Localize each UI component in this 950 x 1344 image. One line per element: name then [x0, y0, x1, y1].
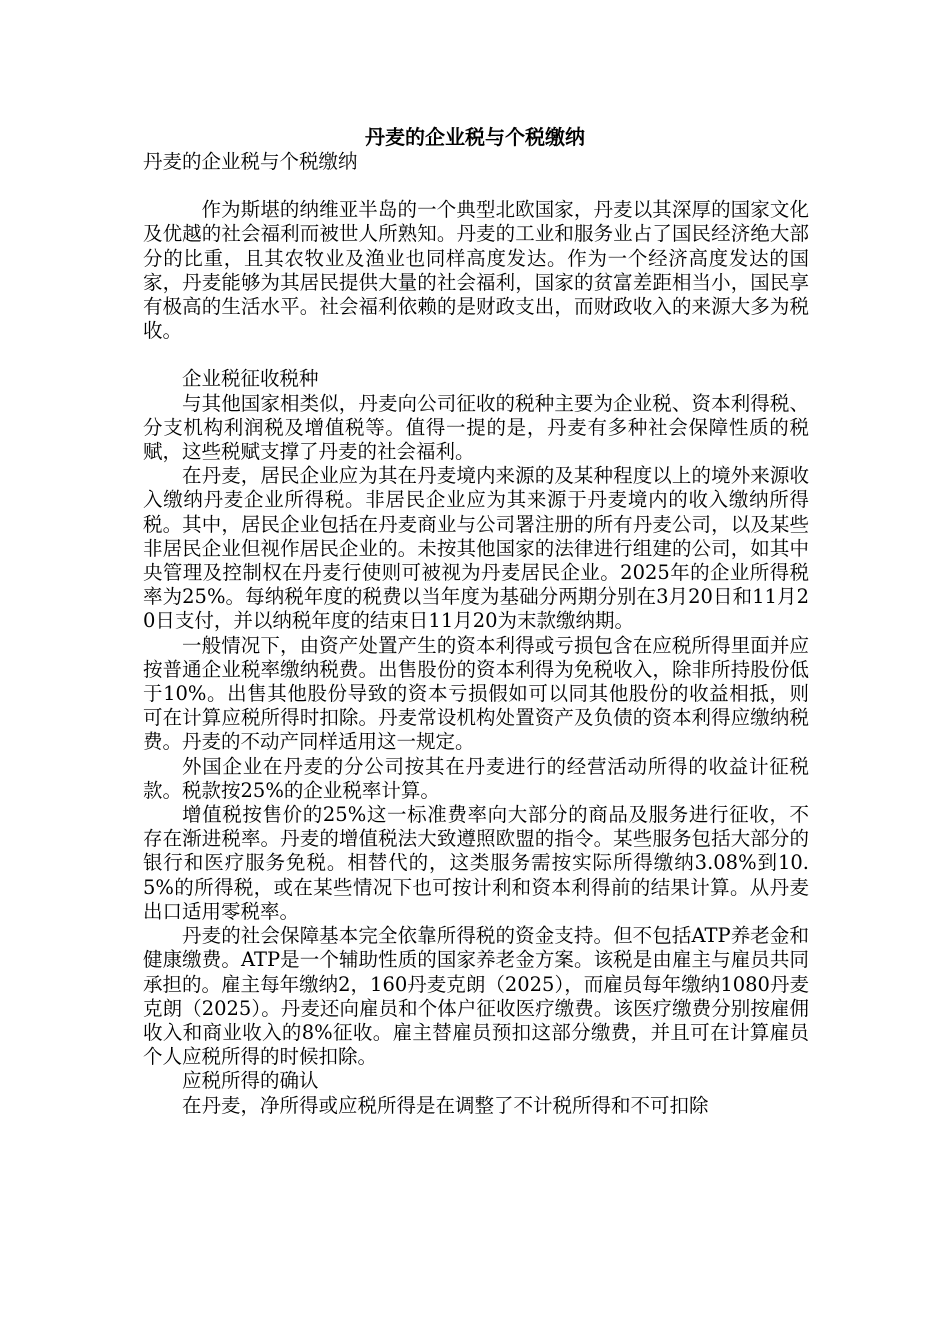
paragraph-taxable-income: 在丹麦，净所得或应税所得是在调整了不计税所得和不可扣除 [182, 1093, 709, 1117]
paragraph-resident-companies: 在丹麦，居民企业应为其在丹麦境内来源的及某种程度以上的境外来源收入缴纳丹麦企业所得税。非居民企业应为其来源于丹麦境内的收入缴纳所得税。其中，居民企业包括在丹麦商业与公司署注册的所有丹麦公司，以及某些非居民企业但视作居民企业的。未按其他国家的法律进行组建的公司，如其中央管理及控制权在丹麦行使则可被视为丹麦居民企业。2025年的企业所得税率为25%。每纳税年度的税费以当年度为基础分两期分别在3月20日和11月20日支付，并以纳税年度的结束日11月20为末款缴纳期。 [143, 464, 809, 633]
blank-line [143, 343, 809, 367]
section-heading-taxable-income: 应税所得的确认 [182, 1069, 319, 1093]
section-heading-corporate-tax: 企业税征收税种 [182, 367, 319, 391]
blank-line [143, 174, 809, 198]
paragraph-foreign-branches: 外国企业在丹麦的分公司按其在丹麦进行的经营活动所得的收益计征税款。税款按25%的企业税率计算。 [143, 754, 809, 802]
intro-paragraph: 作为斯堪的纳维亚半岛的一个典型北欧国家，丹麦以其深厚的国家文化及优越的社会福利而被世人所熟知。丹麦的工业和服务业占了国民经济绝大部分的比重，且其农牧业及渔业也同样高度发达。作为一个经济高度发达的国家，丹麦能够为其居民提供大量的社会福利，国家的贫富差距相当小，国民享有极高的生活水平。社会福利依赖的是财政支出，而财政收入的来源大多为税收。 [143, 198, 809, 343]
document-body [143, 150, 809, 1118]
document-title: 丹麦的企业税与个税缴纳 [365, 125, 585, 149]
paragraph-tax-types: 与其他国家相类似，丹麦向公司征收的税种主要为企业税、资本利得税、分支机构利润税及增值税等。值得一提的是，丹麦有多种社会保障性质的税赋，这些税赋支撑了丹麦的社会福利。 [143, 391, 809, 464]
document-subtitle: 丹麦的企业税与个税缴纳 [143, 150, 358, 173]
paragraph-social-security: 丹麦的社会保障基本完全依靠所得税的资金支持。但不包括ATP养老金和健康缴费。ATP是一个辅助性质的国家养老金方案。该税是由雇主与雇员共同承担的。雇主每年缴纳2，160丹麦克朗（2025），而雇员每年缴纳1080丹麦克朗（2025）。丹麦还向雇员和个体户征收医疗缴费。该医疗缴费分别按雇佣收入和商业收入的8%征收。雇主替雇员预扣这部分缴费，并且可在计算雇员个人应税所得的时候扣除。 [143, 924, 809, 1069]
paragraph-vat: 增值税按售价的25%这一标准费率向大部分的商品及服务进行征收，不存在渐进税率。丹麦的增值税法大致遵照欧盟的指令。某些服务包括大部分的银行和医疗服务免税。相替代的，这类服务需按实际所得缴纳3.08%到10.5%的所得税，或在某些情况下也可按计利和资本利得前的结果计算。从丹麦出口适用零税率。 [143, 803, 809, 923]
paragraph-capital-gains: 一般情况下，由资产处置产生的资本利得或亏损包含在应税所得里面并应按普通企业税率缴纳税费。出售股份的资本利得为免税收入，除非所持股份低于10%。出售其他股份导致的资本亏损假如可以同其他股份的收益相抵，则可在计算应税所得时扣除。丹麦常设机构处置资产及负债的资本利得应缴纳税费。丹麦的不动产同样适用这一规定。 [143, 633, 809, 754]
